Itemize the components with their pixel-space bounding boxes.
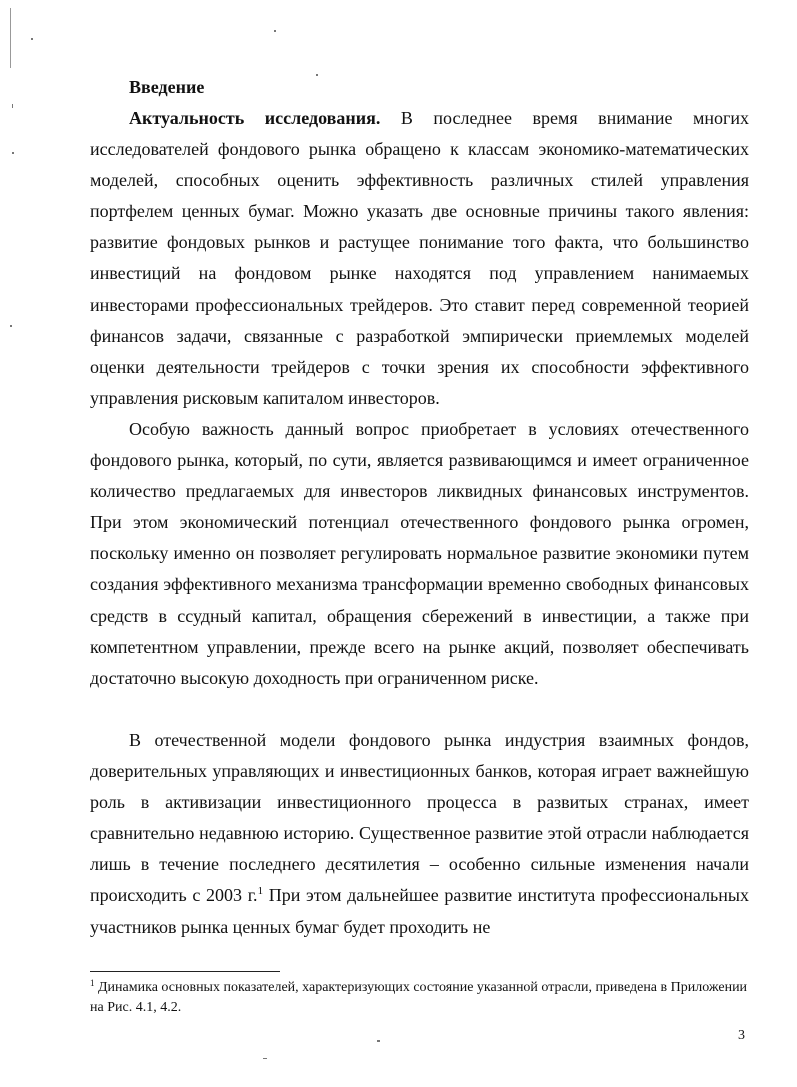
footnote-reference[interactable]: 1 [257,885,264,898]
scan-speck [274,30,276,32]
scan-speck [12,152,14,154]
scan-speck [377,1040,380,1042]
page-number: 3 [738,1028,745,1043]
paragraph-text: Особую важность данный вопрос приобретает в условиях отечественного фондового рынка, который, по сути, является развивающимся и имеет ограниченное количество предлагаемых для инвесторов ликвидных финансовых инструментов. При этом экономический потенциал отечественного фондового рынка огромен, поскольку именно он позволяет регулировать нормальное развитие экономики путем создания эффективного механизма трансформации временно свободных финансовых средств в ссудный капитал, обращения сбережений в инвестиции, а также при компетентном управлении, прежде всего на рынке акций, позволяет обеспечивать достаточно высокую доходность при ограниченном риске. [90,419,749,688]
footnote-marker: 1 [90,978,95,988]
scan-speck [31,38,33,40]
paragraph-text: При этом дальнейшее развитие института профессиональных участников рынка ценных бумаг будет проходить не [90,885,749,937]
paragraph-text: В отечественной модели фондового рынка индустрия взаимных фондов, доверительных управляющих и инвестиционных банков, которая играет важнейшую роль в активизации инвестиционного процесса в развитых странах, имеет сравнительно недавнюю историю. Существенное развитие этой отрасли наблюдается лишь в течение последнего десятилетия – особенно сильные изменения начали происходить с 2003 г. [90,730,749,906]
paragraph-domestic-model [90,725,749,943]
footnote-divider [90,971,280,972]
scan-speck [263,1058,267,1059]
paragraph-text: В последнее время внимание многих исследователей фондового рынка обращено к классам экономико-математических моделей, способных оценить эффективность различных стилей управления портфелем ценных бумаг. Можно указать две основные причины такого явления: развитие фондовых рынков и растущее понимание того факта, что большинство инвестиций на фондовом рынке находятся под управлением нанимаемых инвесторами профессиональных трейдеров. Это ставит перед современной теорией финансов задачи, связанные с разработкой эмпирически приемлемых моделей оценки деятельности трейдеров с точки зрения их способности эффективного управления рисковым капиталом инвесторов. [90,108,750,408]
paragraph-relevance [90,103,749,414]
scan-speck [10,325,12,327]
footnote-text: Динамика основных показателей, характеризующих состояние указанной отрасли, приведена в Приложении на Рис. 4.1, 4.2. [90,980,748,1015]
paragraph-lead: Актуальность исследования. [129,108,381,128]
paragraph-importance [90,414,749,694]
scan-speck [12,104,13,108]
footnote [90,978,749,1018]
section-heading: Введение [129,77,205,97]
scan-speck [10,8,11,68]
scan-speck [316,74,318,76]
